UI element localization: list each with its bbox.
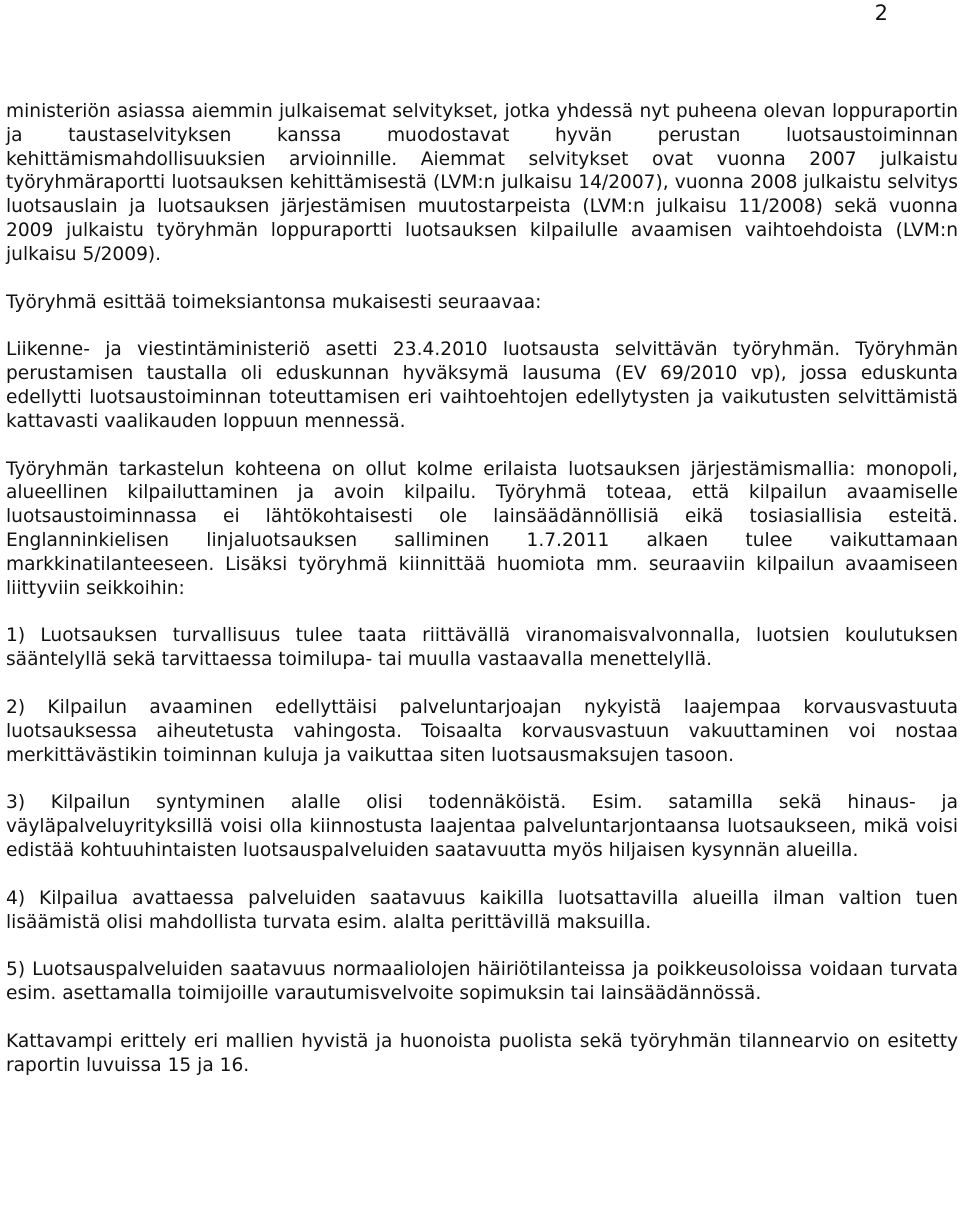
paragraph-point-1-safety: 1) Luotsauksen turvallisuus tulee taata riittävällä viranomaisvalvonnalla, luotsien koulutuksen sääntelyllä sekä tarvittaessa toimilupa- tai muulla vastaavalla menettelyllä.	[6, 625, 958, 671]
page-body	[6, 100, 958, 1078]
paragraph-previous-reports: ministeriön asiassa aiemmin julkaisemat selvitykset, jotka yhdessä nyt puheena olevan loppuraportin ja taustaselvityksen kanssa muodostavat hyvän perustan luotsaustoiminnan kehittämismahdollisuuksien arvioinnille. Aiemmat selvitykset ovat vuonna 2007 julkaistu työryhmäraportti luotsauksen kehittämisestä (LVM:n julkaisu 14/2007), vuonna 2008 julkaistu selvitys luotsauslain ja luotsauksen järjestämisen muutostarpeista (LVM:n julkaisu 11/2008) sekä vuonna 2009 julkaistu työryhmän loppuraportti luotsauksen kilpailulle avaamisen vaihtoehdoista (LVM:n julkaisu 5/2009).	[6, 101, 958, 265]
paragraph-reference-chapters: Kattavampi erittely eri mallien hyvistä ja huonoista puolista sekä työryhmän tilannearvio on esitetty raportin luvuissa 15 ja 16.	[6, 1030, 958, 1076]
paragraph-point-2-liability: 2) Kilpailun avaaminen edellyttäisi palveluntarjoajan nykyistä laajempaa korvausvastuuta luotsauksessa aiheutetusta vahingosta. Toisaalta korvausvastuun vakuuttaminen voi nostaa merkittävästikin toiminnan kuluja ja vaikuttaa siten luotsausmaksujen tasoon.	[6, 696, 958, 766]
paragraph-proposal-intro: Työryhmä esittää toimeksiantonsa mukaisesti seuraavaa:	[6, 291, 542, 313]
page-number: 2	[874, 1, 888, 25]
paragraph-point-5-disruptions: 5) Luotsauspalveluiden saatavuus normaaliolojen häiriötilanteissa ja poikkeusoloissa voidaan turvata esim. asettamalla toimijoille varautumisvelvoite sopimuksin tai lainsäädännössä.	[6, 959, 958, 1005]
paragraph-point-4-availability: 4) Kilpailua avattaessa palveluiden saatavuus kaikilla luotsattavilla alueilla ilman valtion tuen lisäämistä olisi mahdollista turvata esim. alalta perittävillä maksuilla.	[6, 887, 958, 933]
paragraph-working-group-appointment: Liikenne- ja viestintäministeriö asetti 23.4.2010 luotsausta selvittävän työryhmän. Työryhmän perustamisen taustalla oli eduskunnan hyväksymä lausuma (EV 69/2010 vp), jossa eduskunta edellytti luotsaustoiminnan toteuttamisen eri vaihtoehtojen edellytysten ja vaikutusten selvittämistä kattavasti vaalikauden loppuun mennessä.	[6, 339, 958, 432]
paragraph-point-3-competition: 3) Kilpailun syntyminen alalle olisi todennäköistä. Esim. satamilla sekä hinaus- ja väyläpalveluyrityksillä voisi olla kiinnostusta laajentaa palveluntarjontaansa luotsaukseen, mikä voisi edistää kohtuuhintaisten luotsauspalveluiden saatavuutta myös hiljaisen kysynnän alueilla.	[6, 792, 958, 861]
paragraph-organisation-models: Työryhmän tarkastelun kohteena on ollut kolme erilaista luotsauksen järjestämismallia: monopoli, alueellinen kilpailuttaminen ja avoin kilpailu. Työryhmä toteaa, että kilpailun avaamiselle luotsaustoiminnassa ei lähtökohtaisesti ole lainsäädännöllisiä eikä tosiasiallisia esteitä. Englanninkielisen linjaluotsauksen salliminen 1.7.2011 alkaen tulee vaikuttamaan markkinatilanteeseen. Lisäksi työryhmä kiinnittää huomiota mm. seuraaviin kilpailun avaamiseen liittyviin seikkoihin:	[6, 458, 958, 599]
